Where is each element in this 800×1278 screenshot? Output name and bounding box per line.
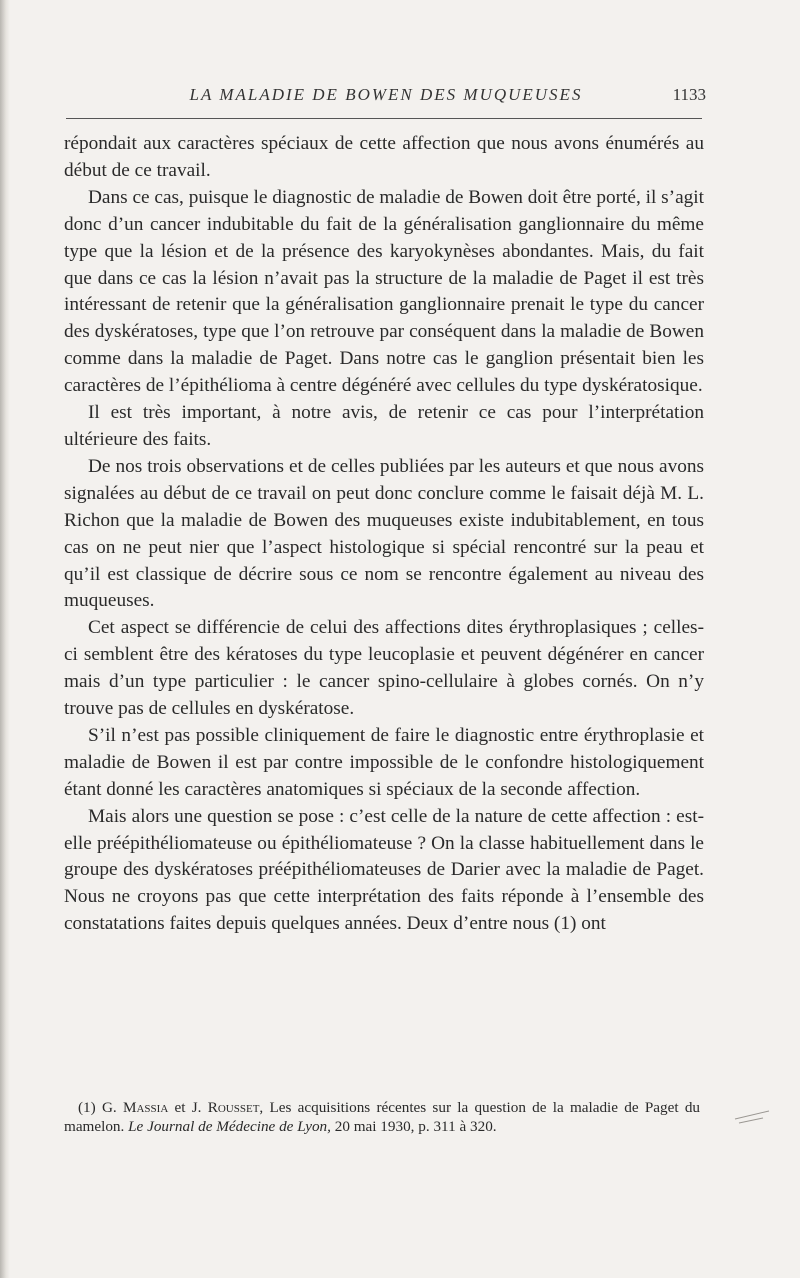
footnote-conjunction: et [174,1099,186,1116]
page-shadow-edge [0,0,10,1278]
running-header [66,85,706,115]
page-number: 1133 [672,85,706,104]
footnote-author1: Massia [122,1099,169,1116]
paragraph-2: Dans ce cas, puisque le diagnostic de maladie de Bowen doit être porté, il s’agit donc d’un cancer indubitable du fait de la généralisation ganglionnaire du même type que la lésion et de la présence des karyokynèses abondantes. Mais, du fait que dans ce cas la lésion n’avait pas la structure de la maladie de Paget il est très intéressant de retenir que la généralisation ganglionnaire prenait le type du cancer des dyskératoses, type que l’on retrouve par conséquent dans la maladie de Bowen comme dans la maladie de Paget. Dans notre cas le ganglion présentait bien les caractères de l’épithélioma à centre dégénéré avec cellules du type dyskératosique. [64,186,704,397]
paragraph-7: Mais alors une question se pose : c’est celle de la nature de cette affection : est-elle préépithéliomateuse ou épithéliomateuse ? On la classe habituellement dans le groupe des dyskératoses préépithéliomateuses de Darier avec la maladie de Paget. Nous ne croyons pas que cette interprétation des faits réponde à l’ensemble des constatations faites depuis quelques années. Deux d’entre nous (1) ont [64,805,704,935]
paragraph-5: Cet aspect se différencie de celui des affections dites érythroplasiques ; celles-ci semblent être des kératoses du type leucoplasie et peuvent dégénérer en cancer mais d’un type particulier : le cancer spino-cellulaire à globes cornés. On n’y trouve pas de cellules en dyskératose. [64,617,704,720]
footnote-author1-initial: G. [101,1099,117,1116]
footnote-text: Les acquisitions récentes sur la question de la maladie de Paget du mamelon. [64,1099,701,1135]
footnote-details: 20 mai 1930, p. 311 à 320. [334,1117,497,1135]
body-text [64,131,704,938]
footnote-journal: Le Journal de Médecine de Lyon, [128,1117,331,1135]
paragraph-3: Il est très important, à notre avis, de retenir ce cas pour l’interprétation ultérieure des faits. [64,402,704,450]
header-rule [66,118,702,119]
running-title: LA MALADIE DE BOWEN DES MUQUEUSES [189,85,583,104]
margin-pencil-mark [733,1107,773,1127]
paragraph-6: S’il n’est pas possible cliniquement de faire le diagnostic entre érythroplasie et maladie de Bowen il est par contre impossible de le confondre histologiquement étant donné les caractères anatomiques si spéciaux de la seconde affection. [64,724,704,800]
paragraph-1: répondait aux caractères spéciaux de cette affection que nous avons énumérés au début de ce travail. [64,133,704,181]
footnote-number: (1) [78,1099,96,1116]
footnote-author2: Rousset, [207,1099,264,1116]
paragraph-4: De nos trois observations et de celles publiées par les auteurs et que nous avons signalées au début de ce travail on peut donc conclure comme le faisait déjà M. L. Richon que la maladie de Bowen des muqueuses existe indubitablement, en tous cas on ne peut nier que l’aspect histologique si spécial rencontré sur la peau et qu’il est classique de décrire sous ce nom se rencontre également au niveau des muqueuses. [64,455,704,612]
footnote [64,1099,700,1136]
footnote-author2-initial: J. [191,1099,202,1116]
